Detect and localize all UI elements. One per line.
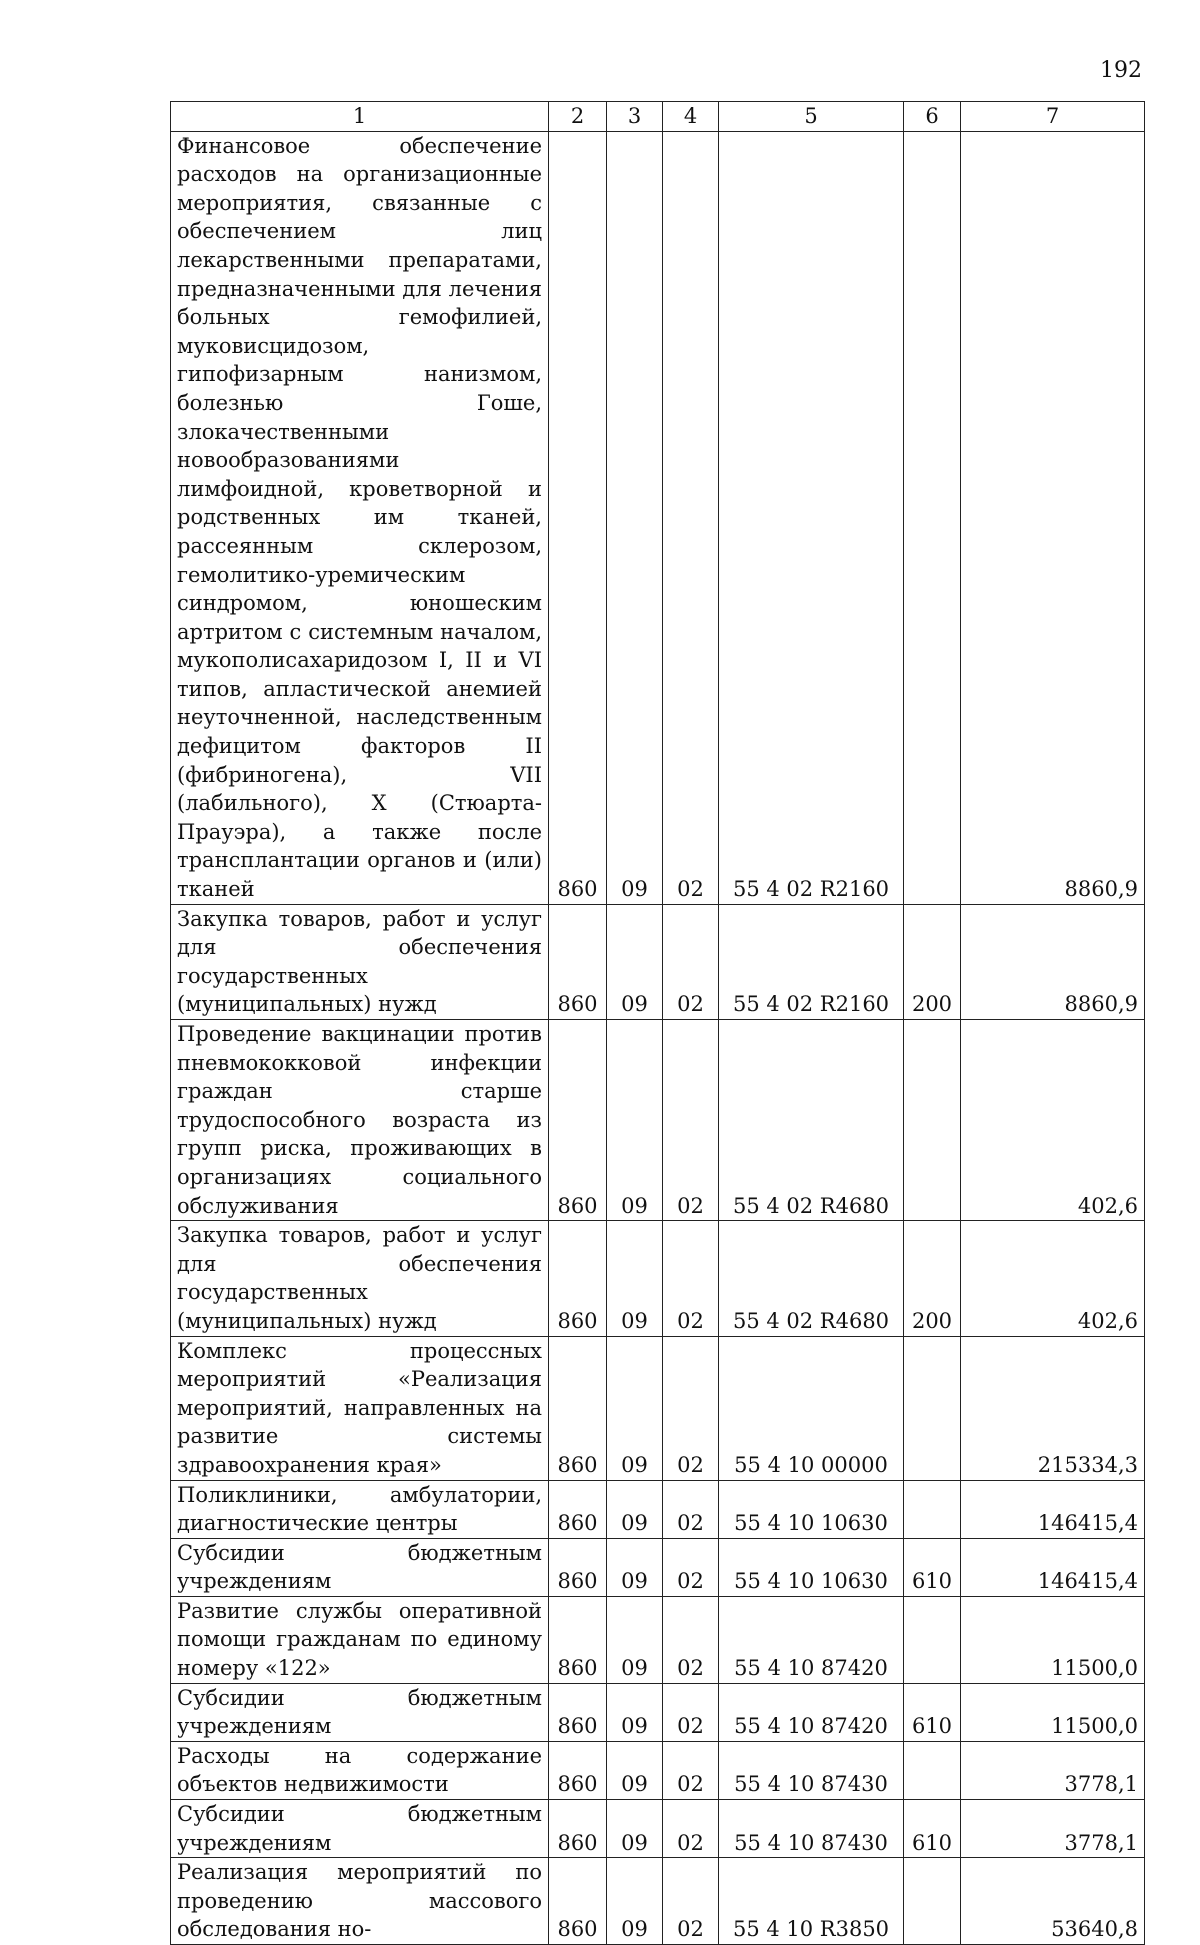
subsection-cell: 02 — [663, 131, 719, 904]
row-name-cell: Расходы на содержание объектов недвижимости — [171, 1741, 549, 1799]
row-name-cell: Комплекс процессных мероприятий «Реализация мероприятий, направленных на развитие системы здравоохранения края» — [171, 1336, 549, 1480]
target-article-cell: 55 4 02 R4680 — [719, 1221, 904, 1336]
section-cell: 09 — [607, 904, 663, 1019]
subsection-cell: 02 — [663, 1538, 719, 1596]
section-cell: 09 — [607, 1336, 663, 1480]
page-number: 192 — [1100, 58, 1142, 83]
row-name-cell: Субсидии бюджетным учреждениям — [171, 1800, 549, 1858]
row-name-cell: Развитие службы оперативной помощи гражданам по единому номеру «122» — [171, 1596, 549, 1683]
section-cell: 09 — [607, 1800, 663, 1858]
subsection-cell: 02 — [663, 1336, 719, 1480]
target-article-cell: 55 4 10 R3850 — [719, 1858, 904, 1945]
table-row — [171, 1020, 1145, 1221]
subsection-cell: 02 — [663, 1741, 719, 1799]
table-row — [171, 1221, 1145, 1336]
subsection-cell: 02 — [663, 904, 719, 1019]
amount-cell: 11500,0 — [961, 1596, 1145, 1683]
row-name-cell: Закупка товаров, работ и услуг для обеспечения государственных (муниципальных) нужд — [171, 1221, 549, 1336]
expense-type-cell: 610 — [904, 1683, 961, 1741]
section-cell: 09 — [607, 1020, 663, 1221]
subsection-cell: 02 — [663, 1221, 719, 1336]
table-row — [171, 904, 1145, 1019]
table-row — [171, 1596, 1145, 1683]
target-article-cell: 55 4 10 00000 — [719, 1336, 904, 1480]
table-row — [171, 1480, 1145, 1538]
target-article-cell: 55 4 02 R4680 — [719, 1020, 904, 1221]
ministry-code-cell: 860 — [549, 1858, 607, 1945]
row-name-cell: Проведение вакцинации против пневмококковой инфекции граждан старше трудоспособного возраста из групп риска, проживающих в организациях социального обслуживания — [171, 1020, 549, 1221]
target-article-cell: 55 4 10 10630 — [719, 1480, 904, 1538]
expense-type-cell — [904, 131, 961, 904]
ministry-code-cell: 860 — [549, 1683, 607, 1741]
table-row — [171, 1800, 1145, 1858]
ministry-code-cell: 860 — [549, 131, 607, 904]
ministry-code-cell: 860 — [549, 904, 607, 1019]
header-row — [171, 102, 1145, 132]
header-col-5: 5 — [719, 102, 904, 132]
subsection-cell: 02 — [663, 1800, 719, 1858]
target-article-cell: 55 4 10 87430 — [719, 1741, 904, 1799]
table-row — [171, 1741, 1145, 1799]
row-name-cell: Закупка товаров, работ и услуг для обеспечения государственных (муниципальных) нужд — [171, 904, 549, 1019]
row-name-cell: Финансовое обеспечение расходов на организационные мероприятия, связанные с обеспечением лиц лекарственными препаратами, предназначенными для лечения больных гемофилией, муковисцидозом, гипофизарным нанизмом, болезнью Гоше, злокачественными новообразованиями лимфоидной, кроветворной и родственных им тканей, рассеянным склерозом, гемолитико-уремическим синдромом, юношеским артритом с системным началом, мукополисахаридозом I, II и VI типов, апластической анемией неуточненной, наследственным дефицитом факторов II (фибриногена), VII (лабильного), X (Стюарта-Прауэра), а также после трансплантации органов и (или) тканей — [171, 131, 549, 904]
target-article-cell: 55 4 10 10630 — [719, 1538, 904, 1596]
target-article-cell: 55 4 10 87430 — [719, 1800, 904, 1858]
amount-cell: 215334,3 — [961, 1336, 1145, 1480]
subsection-cell: 02 — [663, 1683, 719, 1741]
amount-cell: 3778,1 — [961, 1800, 1145, 1858]
ministry-code-cell: 860 — [549, 1221, 607, 1336]
section-cell: 09 — [607, 1480, 663, 1538]
header-col-1: 1 — [171, 102, 549, 132]
section-cell: 09 — [607, 1596, 663, 1683]
section-cell: 09 — [607, 131, 663, 904]
target-article-cell: 55 4 10 87420 — [719, 1683, 904, 1741]
expense-type-cell: 610 — [904, 1538, 961, 1596]
budget-table — [170, 101, 1145, 1945]
amount-cell: 146415,4 — [961, 1538, 1145, 1596]
expense-type-cell: 200 — [904, 904, 961, 1019]
subsection-cell: 02 — [663, 1020, 719, 1221]
expense-type-cell — [904, 1480, 961, 1538]
amount-cell: 11500,0 — [961, 1683, 1145, 1741]
header-col-3: 3 — [607, 102, 663, 132]
expense-type-cell — [904, 1596, 961, 1683]
expense-type-cell — [904, 1020, 961, 1221]
expense-type-cell — [904, 1858, 961, 1945]
table-row — [171, 131, 1145, 904]
section-cell: 09 — [607, 1538, 663, 1596]
table-row — [171, 1683, 1145, 1741]
table-row — [171, 1538, 1145, 1596]
subsection-cell: 02 — [663, 1480, 719, 1538]
section-cell: 09 — [607, 1221, 663, 1336]
row-name-cell: Поликлиники, амбулатории, диагностические центры — [171, 1480, 549, 1538]
row-name-cell: Субсидии бюджетным учреждениям — [171, 1683, 549, 1741]
amount-cell: 8860,9 — [961, 904, 1145, 1019]
expense-type-cell — [904, 1741, 961, 1799]
table-row — [171, 1858, 1145, 1945]
expense-type-cell — [904, 1336, 961, 1480]
section-cell: 09 — [607, 1741, 663, 1799]
amount-cell: 402,6 — [961, 1221, 1145, 1336]
section-cell: 09 — [607, 1858, 663, 1945]
amount-cell: 3778,1 — [961, 1741, 1145, 1799]
target-article-cell: 55 4 02 R2160 — [719, 904, 904, 1019]
amount-cell: 53640,8 — [961, 1858, 1145, 1945]
subsection-cell: 02 — [663, 1596, 719, 1683]
subsection-cell: 02 — [663, 1858, 719, 1945]
ministry-code-cell: 860 — [549, 1336, 607, 1480]
expense-type-cell: 200 — [904, 1221, 961, 1336]
ministry-code-cell: 860 — [549, 1480, 607, 1538]
expense-type-cell: 610 — [904, 1800, 961, 1858]
ministry-code-cell: 860 — [549, 1596, 607, 1683]
ministry-code-cell: 860 — [549, 1800, 607, 1858]
amount-cell: 8860,9 — [961, 131, 1145, 904]
row-name-cell: Реализация мероприятий по проведению массового обследования но- — [171, 1858, 549, 1945]
amount-cell: 146415,4 — [961, 1480, 1145, 1538]
table-row — [171, 1336, 1145, 1480]
amount-cell: 402,6 — [961, 1020, 1145, 1221]
target-article-cell: 55 4 02 R2160 — [719, 131, 904, 904]
header-col-4: 4 — [663, 102, 719, 132]
header-col-6: 6 — [904, 102, 961, 132]
header-col-2: 2 — [549, 102, 607, 132]
header-col-7: 7 — [961, 102, 1145, 132]
ministry-code-cell: 860 — [549, 1020, 607, 1221]
row-name-cell: Субсидии бюджетным учреждениям — [171, 1538, 549, 1596]
target-article-cell: 55 4 10 87420 — [719, 1596, 904, 1683]
ministry-code-cell: 860 — [549, 1741, 607, 1799]
ministry-code-cell: 860 — [549, 1538, 607, 1596]
section-cell: 09 — [607, 1683, 663, 1741]
